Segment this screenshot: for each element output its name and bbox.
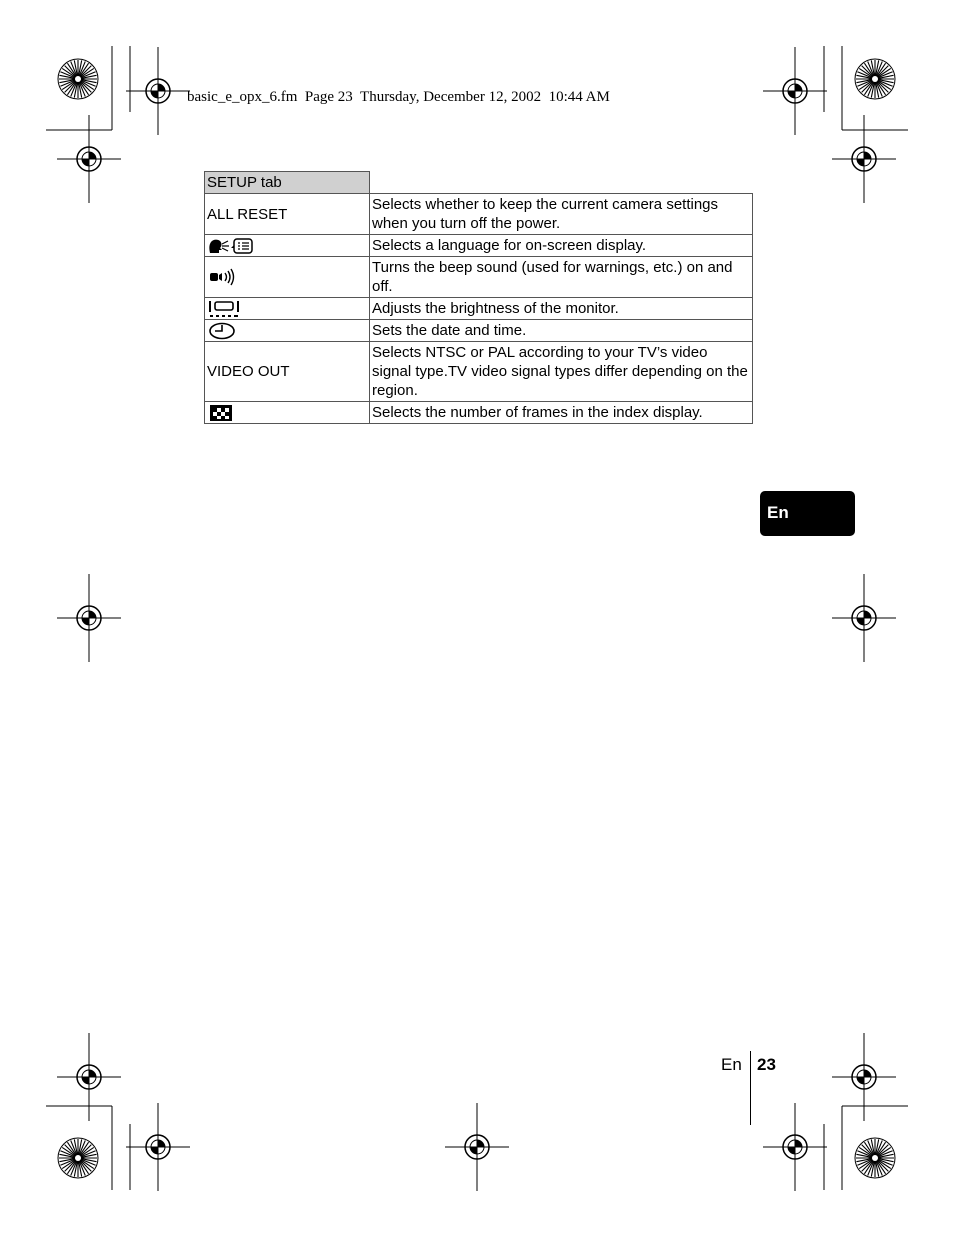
table-row — [205, 194, 753, 235]
clock-icon — [207, 322, 239, 340]
row-description: Turns the beep sound (used for warnings, etc.) on and off. — [370, 257, 753, 298]
setup-tab-table — [204, 171, 753, 424]
item-video-out: VIDEO OUT — [205, 342, 370, 402]
table-row — [205, 402, 753, 424]
row-description: Selects the number of frames in the index display. — [370, 402, 753, 424]
footer-divider — [750, 1051, 751, 1125]
language-icon — [207, 237, 255, 255]
row-description: Selects NTSC or PAL according to your TV’s video signal type.TV video signal types differ depending on the region. — [370, 342, 753, 402]
table-title-row — [205, 172, 753, 194]
page-number: 23 — [757, 1055, 776, 1074]
table-row — [205, 342, 753, 402]
row-description: Adjusts the brightness of the monitor. — [370, 298, 753, 320]
table-row — [205, 320, 753, 342]
footer-language: En — [721, 1055, 742, 1074]
item-all-reset: ALL RESET — [205, 194, 370, 235]
beep-sound-icon — [207, 268, 237, 286]
row-description: Sets the date and time. — [370, 320, 753, 342]
row-description: Selects whether to keep the current camera settings when you turn off the power. — [370, 194, 753, 235]
table-row — [205, 235, 753, 257]
table-title: SETUP tab — [205, 172, 370, 194]
file-header: basic_e_opx_6.fm Page 23 Thursday, December 12, 2002 10:44 AM — [187, 89, 610, 105]
table-row — [205, 298, 753, 320]
table-row — [205, 257, 753, 298]
index-display-icon — [207, 404, 235, 422]
row-description: Selects a language for on-screen display. — [370, 235, 753, 257]
monitor-brightness-icon — [207, 300, 241, 318]
language-side-tab: En — [760, 491, 855, 536]
